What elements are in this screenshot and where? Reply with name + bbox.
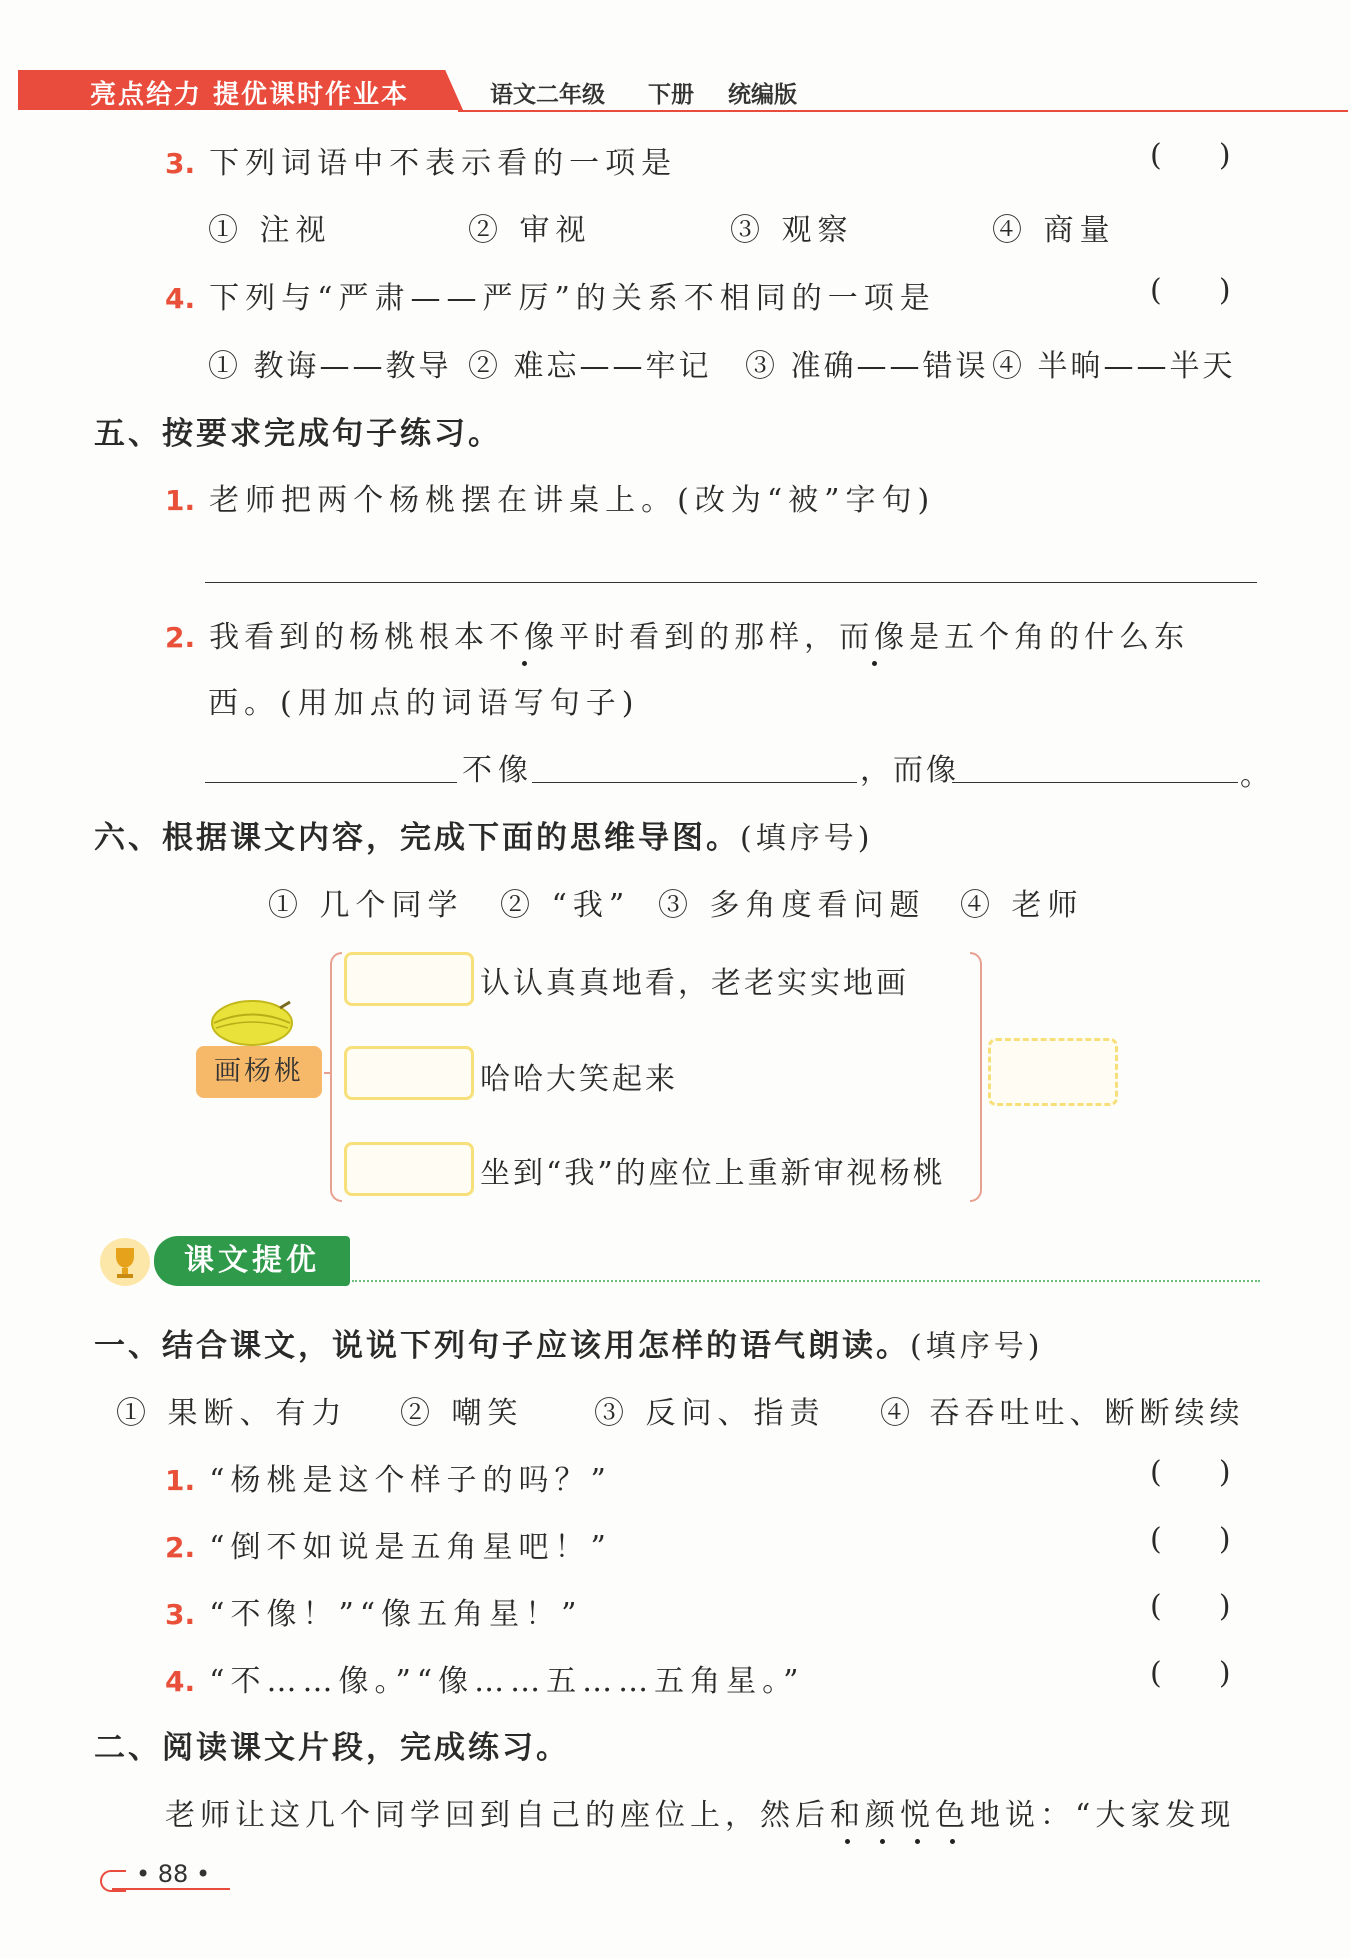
question-text: 下列词语中不表示看的一项是 — [209, 146, 678, 181]
dotted-char: 和 — [830, 1790, 865, 1834]
starfruit-illustration — [210, 998, 294, 1048]
answer-box-1[interactable] — [344, 952, 474, 1006]
fill-blank-2[interactable] — [532, 782, 857, 783]
answer-paren: ( ) — [1150, 273, 1231, 308]
fill-blank-3[interactable] — [952, 782, 1238, 783]
header-series-title: 亮点给力 提优课时作业本 — [90, 80, 410, 110]
answer-paren: ( ) — [1150, 1656, 1231, 1691]
question-text: 下列与“严肃——严厉”的关系不相同的一项是 — [209, 281, 936, 316]
passage-text: 老师让这几个同学回到自己的座位上，然后 — [165, 1798, 830, 1833]
question-text-part: 平时看到的那样， — [559, 620, 840, 655]
dotted-word: 不像 — [489, 612, 559, 656]
mindmap-option-1: ① 几个同学 — [268, 888, 464, 923]
tone-option-4: ④ 吞吞吐吐、断断续续 — [880, 1396, 1245, 1431]
section-6-title — [94, 812, 873, 857]
option-2: ② 难忘——牢记 — [468, 349, 712, 384]
dotted-word: 而像 — [839, 612, 909, 656]
dotted-words — [830, 1798, 970, 1833]
answer-line[interactable] — [205, 582, 1257, 583]
lesson-badge: 课文提优 — [154, 1236, 350, 1286]
fill-blank-1[interactable] — [205, 782, 457, 783]
option-4: ④ 商量 — [992, 213, 1116, 248]
header-bar — [18, 70, 1330, 112]
dotted-char: 色 — [935, 1790, 970, 1834]
section-5-title: 五、按要求完成句子练习。 — [94, 416, 502, 452]
question-number: 3. — [165, 147, 196, 180]
badge-divider — [352, 1280, 1260, 1282]
mindmap-option-3: ③ 多角度看问题 — [658, 888, 926, 923]
answer-box-summary[interactable] — [988, 1038, 1118, 1106]
part1-item-2 — [165, 1522, 612, 1566]
section-title-text: 六、根据课文内容，完成下面的思维导图。 — [94, 820, 740, 856]
question-3 — [165, 138, 677, 182]
header-subject: 语文二年级 — [490, 82, 605, 108]
s5-question-1 — [165, 475, 935, 519]
question-number: 3. — [165, 1598, 196, 1631]
question-text: “不像！”“像五角星！” — [209, 1597, 583, 1632]
question-number: 2. — [165, 1531, 196, 1564]
answer-paren: ( ) — [1150, 138, 1231, 173]
trophy-glyph — [100, 1238, 150, 1286]
brace-tip — [324, 1072, 330, 1074]
question-text-part: 我看到的杨桃根本 — [209, 620, 490, 655]
part1-item-1 — [165, 1455, 612, 1499]
question-text: “倒不如说是五角星吧！” — [209, 1530, 612, 1565]
option-3: ③ 观察 — [730, 213, 854, 248]
section-title-note: (填序号) — [740, 821, 874, 856]
question-number: 2. — [165, 621, 196, 654]
footer-line — [112, 1888, 230, 1890]
question-text: “杨桃是这个样子的吗？” — [209, 1463, 612, 1498]
branch-text-2: 哈哈大笑起来 — [480, 1062, 678, 1097]
question-number: 1. — [165, 484, 196, 517]
question-text: “不……像。”“像……五……五角星。” — [209, 1664, 805, 1699]
question-text-part: 是五个角的什么东 — [909, 620, 1190, 655]
mindmap-option-4: ④ 老师 — [960, 888, 1084, 923]
fill-end-mark: 。 — [1240, 758, 1276, 793]
fill-word-erxiang: ，而像 — [860, 753, 959, 788]
option-2: ② 审视 — [468, 213, 592, 248]
answer-paren: ( ) — [1150, 1455, 1231, 1490]
section-title-text: 一、结合课文，说说下列句子应该用怎样的语气朗读。 — [94, 1328, 910, 1364]
s5-question-2-line2: 西。(用加点的词语写句子) — [208, 686, 640, 721]
header-underline — [458, 110, 1348, 112]
header-edition: 统编版 — [728, 82, 797, 108]
fill-word-buxiang: 不像 — [462, 753, 534, 788]
option-1: ① 注视 — [208, 213, 332, 248]
reading-passage — [165, 1790, 1235, 1834]
mindmap-center: 画杨桃 — [196, 1046, 322, 1098]
part1-item-3 — [165, 1589, 582, 1633]
page-number: • 88 • — [136, 1860, 211, 1888]
question-text: 老师把两个杨桃摆在讲桌上。(改为“被”字句) — [209, 483, 936, 518]
header-volume: 下册 — [648, 82, 694, 108]
option-3: ③ 准确——错误 — [745, 349, 989, 384]
option-4: ④ 半晌——半天 — [992, 349, 1236, 384]
part-1-title — [94, 1320, 1043, 1365]
left-brace — [330, 952, 342, 1202]
dotted-char: 颜 — [865, 1790, 900, 1834]
section-title-note: (填序号) — [910, 1329, 1044, 1364]
tone-option-2: ② 嘲笑 — [400, 1396, 524, 1431]
mindmap-option-2: ② “我” — [500, 888, 631, 923]
footer-page-number — [100, 1862, 230, 1892]
answer-box-2[interactable] — [344, 1046, 474, 1100]
right-brace — [970, 952, 982, 1202]
question-4 — [165, 273, 936, 317]
tone-option-3: ③ 反问、指责 — [594, 1396, 826, 1431]
question-number: 4. — [165, 282, 196, 315]
option-1: ① 教诲——教导 — [208, 349, 452, 384]
answer-box-3[interactable] — [344, 1142, 474, 1196]
lesson-section-header — [100, 1236, 1260, 1288]
dotted-char: 悦 — [900, 1790, 935, 1834]
answer-paren: ( ) — [1150, 1589, 1231, 1624]
branch-text-3: 坐到“我”的座位上重新审视杨桃 — [480, 1156, 946, 1191]
trophy-icon — [100, 1238, 150, 1286]
tone-option-1: ① 果断、有力 — [116, 1396, 348, 1431]
passage-text: 地说：“大家发现 — [970, 1798, 1236, 1833]
answer-paren: ( ) — [1150, 1522, 1231, 1557]
question-number: 1. — [165, 1464, 196, 1497]
mind-map — [190, 940, 1190, 1200]
branch-text-1: 认认真真地看，老老实实地画 — [480, 966, 909, 1001]
part1-item-4 — [165, 1656, 804, 1700]
s5-question-2 — [165, 612, 1189, 656]
question-number: 4. — [165, 1665, 196, 1698]
part-2-title: 二、阅读课文片段，完成练习。 — [94, 1730, 570, 1766]
